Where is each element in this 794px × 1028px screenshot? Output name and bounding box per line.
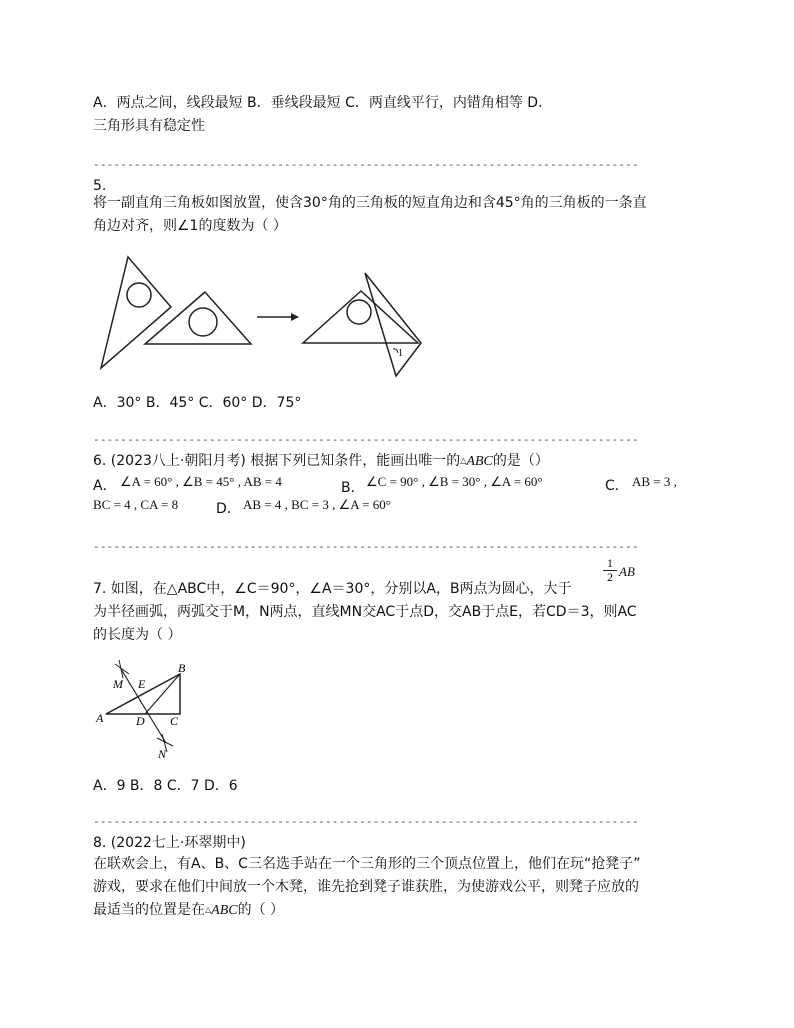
q7-line2: 为半径画弧，两弧交于M，N两点，直线MN交AC于点D，交AB于点E，若CD＝3，则AC (93, 604, 637, 620)
q5-set-square-45-hole (189, 308, 217, 336)
q7-label-e: E (138, 677, 146, 691)
q7-figure (93, 658, 198, 766)
q7-fraction-numerator: 1 (607, 556, 613, 570)
separator: -------------------------------------------------------------------------------- (93, 815, 639, 828)
q6-option-d-label: D． (216, 501, 241, 517)
q5-stem-line1: 将一副直角三角板如图放置，使含30°角的三角板的短直角边和含45°角的三角板的一条直 (93, 195, 647, 211)
q5-set-square-30-hole (127, 283, 151, 307)
q5-number: 5. (93, 178, 107, 194)
q8-line2: 游戏，要求在他们中间放一个木凳，谁先抢到凳子谁获胜，为使游戏公平，则凳子应放的 (93, 879, 639, 895)
q7-label-c: C (170, 714, 179, 728)
q6-option-d-math: AB = 4 , BC = 3 , ∠A = 60° (243, 497, 391, 512)
q6-header-tail: 的是（） (492, 453, 549, 469)
q5-stem-line2: 角边对齐，则∠1的度数为（ ） (93, 218, 287, 234)
q6-header-abc: ABC (466, 454, 493, 469)
q7-label-d: D (136, 714, 145, 728)
q6-option-a-label: A． (93, 478, 117, 494)
q6-option-c-label: C． (605, 478, 629, 494)
q5-set-square-45 (145, 292, 251, 344)
q6-option-b-label: B． (341, 480, 365, 496)
q7-fraction (603, 557, 617, 584)
q6-option-a-math: ∠A = 60° , ∠B = 45° , AB = 4 (120, 474, 282, 489)
q8-line3-abc: ABC (211, 903, 238, 918)
q7-line3: 的长度为（ ） (93, 627, 182, 643)
q6-option-c-math-cont: BC = 4 , CA = 8 (93, 497, 179, 512)
q8-line3-text: 最适当的位置是在 (93, 902, 205, 918)
q5-arrow-head (291, 313, 299, 321)
q6-option-c-math: AB = 3 , (632, 474, 677, 489)
q7-options: A．9 B．8 C．7 D．6 (93, 778, 238, 794)
q7-label-m: M (113, 677, 123, 691)
q7-arc-m (115, 660, 129, 678)
q5-combined-30 (365, 273, 421, 376)
q7-label-a: A (96, 711, 104, 725)
triangle-symbol: △ (460, 456, 467, 465)
q5-set-square-30 (101, 257, 171, 368)
q6-header-text: 6. (2023八上·朝阳月考) 根据下列已知条件，能画出唯一的 (93, 453, 461, 469)
q8-line3-tail: 的（ ） (237, 902, 285, 918)
q6-header (93, 451, 549, 472)
q7-segment-bd (145, 674, 180, 714)
q5-angle-1-label: 1 (398, 348, 403, 359)
q7-fraction-denominator: 2 (607, 570, 613, 584)
q6-option-b-math: ∠C = 90° , ∠B = 30° , ∠A = 60° (366, 474, 543, 489)
triangle-symbol: △ (205, 905, 212, 914)
q8-line1: 在联欢会上，有A、B、C三名选手站在一个三角形的三个顶点位置上，他们在玩“抢凳子” (93, 856, 641, 872)
separator: -------------------------------------------------------------------------------- (93, 158, 639, 171)
q7-line1: 7. 如图，在△ABC中，∠C＝90°，∠A＝30°，分别以A，B两点为圆心，大于 (93, 581, 572, 597)
separator: -------------------------------------------------------------------------------- (93, 433, 639, 446)
q7-label-n: N (158, 747, 167, 761)
q5-options: A．30° B．45° C．60° D．75° (93, 395, 302, 411)
q8-header: 8. (2022七上·环翠期中) (93, 835, 246, 851)
q4-options-line1: A．两点之间，线段最短 B．垂线段最短 C．两直线平行，内错角相等 D． (93, 95, 553, 111)
q5-combined-hole (347, 300, 371, 324)
separator: -------------------------------------------------------------------------------- (93, 540, 639, 553)
q5-figure (93, 250, 428, 380)
q8-line3 (93, 900, 284, 921)
q7-label-b: B (178, 661, 186, 675)
q7-fraction-ab: AB (619, 564, 635, 579)
q4-options-line2: 三角形具有稳定性 (93, 118, 205, 134)
